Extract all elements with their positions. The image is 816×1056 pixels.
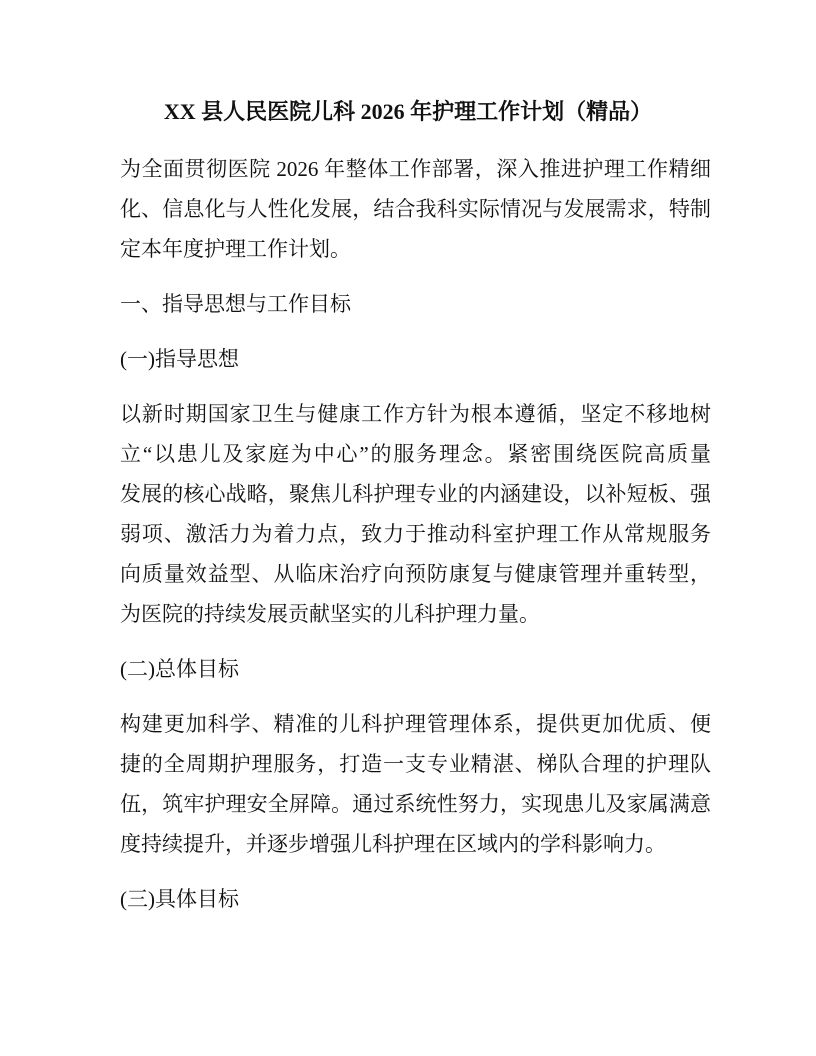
guiding-paragraph bbox=[120, 394, 711, 634]
paragraph-line: 化、信息化与人性化发展，结合我科实际情况与发展需求，特制 bbox=[120, 197, 711, 221]
section-heading-1: 一、指导思想与工作目标 bbox=[120, 292, 351, 316]
paragraph-line: 以新时期国家卫生与健康工作方针为根本遵循，坚定不移地树 bbox=[120, 402, 711, 426]
paragraph-line: 为医院的持续发展贡献坚实的儿科护理力量。 bbox=[120, 602, 540, 626]
document-content bbox=[120, 97, 711, 934]
overall-paragraph bbox=[120, 704, 711, 864]
subsection-heading-overall: (二)总体目标 bbox=[120, 657, 239, 681]
paragraph-line: 向质量效益型、从临床治疗向预防康复与健康管理并重转型， bbox=[120, 562, 711, 586]
document-title: XX 县人民医院儿科 2026 年护理工作计划（精品） bbox=[163, 99, 653, 124]
subsection-heading-specific: (三)具体目标 bbox=[120, 887, 239, 911]
paragraph-line: 度持续提升，并逐步增强儿科护理在区域内的学科影响力。 bbox=[120, 832, 666, 856]
paragraph-line: 立“以患儿及家庭为中心”的服务理念。紧密围绕医院高质量 bbox=[120, 442, 711, 466]
paragraph-line: 构建更加科学、精准的儿科护理管理体系，提供更加优质、便 bbox=[120, 712, 711, 736]
paragraph-line: 定本年度护理工作计划。 bbox=[120, 237, 351, 261]
paragraph-line: 捷的全周期护理服务，打造一支专业精湛、梯队合理的护理队 bbox=[120, 752, 711, 776]
paragraph-line: 弱项、激活力为着力点，致力于推动科室护理工作从常规服务 bbox=[120, 522, 711, 546]
paragraph-line: 为全面贯彻医院 2026 年整体工作部署，深入推进护理工作精细 bbox=[120, 157, 711, 181]
subsection-heading-guiding: (一)指导思想 bbox=[120, 347, 239, 371]
intro-paragraph bbox=[120, 149, 711, 269]
paragraph-line: 伍，筑牢护理安全屏障。通过系统性努力，实现患儿及家属满意 bbox=[120, 792, 711, 816]
paragraph-line: 发展的核心战略，聚焦儿科护理专业的内涵建设，以补短板、强 bbox=[120, 482, 711, 506]
